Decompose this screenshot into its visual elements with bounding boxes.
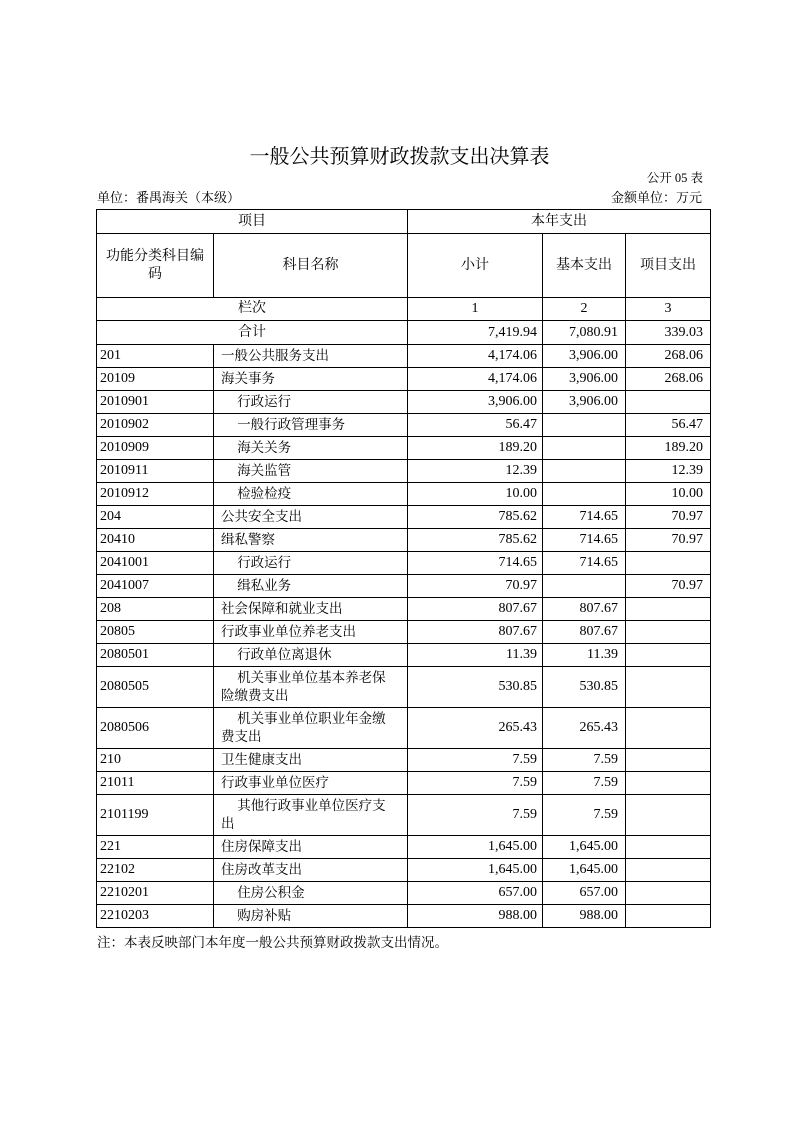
row-name bbox=[214, 368, 408, 391]
row-basic: 7.59 bbox=[543, 772, 626, 795]
row-basic: 1,645.00 bbox=[543, 836, 626, 859]
row-project bbox=[626, 391, 711, 414]
row-basic bbox=[543, 483, 626, 506]
row-code: 2041007 bbox=[97, 575, 214, 598]
row-project bbox=[626, 598, 711, 621]
row-name-text: 一般公共服务支出 bbox=[221, 348, 329, 363]
table-row bbox=[97, 598, 711, 621]
row-name bbox=[214, 795, 408, 836]
total-label: 合计 bbox=[97, 321, 408, 345]
row-name-text: 海关事务 bbox=[221, 371, 275, 386]
row-name-text: 缉私业务 bbox=[237, 578, 292, 593]
row-subtotal: 4,174.06 bbox=[408, 345, 543, 368]
header-code-text: 功能分类科目编码 bbox=[106, 248, 204, 282]
table-row bbox=[97, 368, 711, 391]
row-code: 2010912 bbox=[97, 483, 214, 506]
row-name-text: 其他行政事业单位医疗支出 bbox=[221, 798, 386, 831]
row-basic: 1,645.00 bbox=[543, 859, 626, 882]
header-project: 项目支出 bbox=[626, 234, 711, 298]
header-item: 项目 bbox=[97, 210, 408, 234]
table-row bbox=[97, 859, 711, 882]
row-name bbox=[214, 414, 408, 437]
row-project bbox=[626, 795, 711, 836]
row-code: 2210203 bbox=[97, 905, 214, 928]
row-project bbox=[626, 667, 711, 708]
row-code: 2010911 bbox=[97, 460, 214, 483]
table-row bbox=[97, 529, 711, 552]
row-name-text: 一般行政管理事务 bbox=[237, 417, 346, 432]
row-name-text: 行政运行 bbox=[237, 394, 292, 409]
row-basic: 714.65 bbox=[543, 529, 626, 552]
row-subtotal: 265.43 bbox=[408, 708, 543, 749]
row-code: 21011 bbox=[97, 772, 214, 795]
row-basic: 714.65 bbox=[543, 552, 626, 575]
table-row bbox=[97, 644, 711, 667]
row-name-text: 住房改革支出 bbox=[221, 862, 302, 877]
row-code: 2101199 bbox=[97, 795, 214, 836]
row-name bbox=[214, 905, 408, 928]
row-code: 2010902 bbox=[97, 414, 214, 437]
row-name bbox=[214, 483, 408, 506]
row-name-text: 缉私警察 bbox=[221, 532, 275, 547]
table-row bbox=[97, 552, 711, 575]
table-row bbox=[97, 345, 711, 368]
row-name bbox=[214, 391, 408, 414]
table-body bbox=[97, 298, 711, 928]
row-basic: 265.43 bbox=[543, 708, 626, 749]
row-name-text: 行政运行 bbox=[237, 555, 292, 570]
row-code: 210 bbox=[97, 749, 214, 772]
table-row bbox=[97, 708, 711, 749]
row-name bbox=[214, 708, 408, 749]
row-basic bbox=[543, 437, 626, 460]
row-code: 20410 bbox=[97, 529, 214, 552]
row-basic: 7.59 bbox=[543, 749, 626, 772]
row-code: 20805 bbox=[97, 621, 214, 644]
header-row-columns bbox=[97, 234, 711, 298]
total-row bbox=[97, 321, 711, 345]
row-subtotal: 988.00 bbox=[408, 905, 543, 928]
row-subtotal: 785.62 bbox=[408, 529, 543, 552]
row-name bbox=[214, 667, 408, 708]
row-subtotal: 4,174.06 bbox=[408, 368, 543, 391]
row-name bbox=[214, 529, 408, 552]
header-name: 科目名称 bbox=[214, 234, 408, 298]
row-name bbox=[214, 575, 408, 598]
row-basic: 7.59 bbox=[543, 795, 626, 836]
row-name-text: 住房公积金 bbox=[237, 885, 305, 900]
row-basic: 807.67 bbox=[543, 598, 626, 621]
row-code: 201 bbox=[97, 345, 214, 368]
table-row bbox=[97, 460, 711, 483]
row-name bbox=[214, 749, 408, 772]
row-subtotal: 10.00 bbox=[408, 483, 543, 506]
row-project: 10.00 bbox=[626, 483, 711, 506]
table-row bbox=[97, 905, 711, 928]
row-code: 221 bbox=[97, 836, 214, 859]
row-code: 2080505 bbox=[97, 667, 214, 708]
table-row bbox=[97, 391, 711, 414]
row-name-text: 行政事业单位医疗 bbox=[221, 775, 329, 790]
header-basic: 基本支出 bbox=[543, 234, 626, 298]
row-name bbox=[214, 506, 408, 529]
row-name-text: 购房补贴 bbox=[237, 908, 292, 923]
column-index-2: 2 bbox=[543, 298, 626, 321]
row-name bbox=[214, 859, 408, 882]
row-project: 268.06 bbox=[626, 368, 711, 391]
row-basic bbox=[543, 460, 626, 483]
table-row bbox=[97, 483, 711, 506]
total-subtotal: 7,419.94 bbox=[408, 321, 543, 345]
row-name-text: 行政单位离退休 bbox=[237, 647, 332, 662]
row-name bbox=[214, 644, 408, 667]
row-basic: 11.39 bbox=[543, 644, 626, 667]
row-basic: 3,906.00 bbox=[543, 345, 626, 368]
row-subtotal: 657.00 bbox=[408, 882, 543, 905]
row-project: 70.97 bbox=[626, 575, 711, 598]
header-current-year: 本年支出 bbox=[408, 210, 711, 234]
table-row bbox=[97, 882, 711, 905]
row-code: 2080506 bbox=[97, 708, 214, 749]
row-name-text: 检验检疫 bbox=[237, 486, 292, 501]
table-row bbox=[97, 414, 711, 437]
row-subtotal: 807.67 bbox=[408, 598, 543, 621]
row-basic bbox=[543, 414, 626, 437]
row-name-text: 社会保障和就业支出 bbox=[221, 601, 343, 616]
row-basic: 807.67 bbox=[543, 621, 626, 644]
row-code: 2210201 bbox=[97, 882, 214, 905]
row-name bbox=[214, 345, 408, 368]
table-row bbox=[97, 506, 711, 529]
row-name bbox=[214, 882, 408, 905]
row-subtotal: 70.97 bbox=[408, 575, 543, 598]
row-project: 268.06 bbox=[626, 345, 711, 368]
row-project bbox=[626, 552, 711, 575]
row-code: 208 bbox=[97, 598, 214, 621]
row-subtotal: 1,645.00 bbox=[408, 836, 543, 859]
row-name bbox=[214, 772, 408, 795]
table-row bbox=[97, 772, 711, 795]
row-name-text: 行政事业单位养老支出 bbox=[221, 624, 356, 639]
row-subtotal: 7.59 bbox=[408, 772, 543, 795]
table-note: 注：本表反映部门本年度一般公共预算财政拨款支出情况。 bbox=[97, 935, 448, 950]
row-code: 22102 bbox=[97, 859, 214, 882]
header-row-group bbox=[97, 210, 711, 234]
row-basic: 988.00 bbox=[543, 905, 626, 928]
table-row bbox=[97, 795, 711, 836]
row-project bbox=[626, 882, 711, 905]
row-code: 2010901 bbox=[97, 391, 214, 414]
row-code: 2041001 bbox=[97, 552, 214, 575]
row-name bbox=[214, 552, 408, 575]
row-name bbox=[214, 836, 408, 859]
row-project bbox=[626, 859, 711, 882]
header-code bbox=[97, 234, 214, 298]
table-row bbox=[97, 621, 711, 644]
row-subtotal: 807.67 bbox=[408, 621, 543, 644]
row-project bbox=[626, 621, 711, 644]
row-code: 2080501 bbox=[97, 644, 214, 667]
row-subtotal: 714.65 bbox=[408, 552, 543, 575]
row-basic: 3,906.00 bbox=[543, 391, 626, 414]
amount-unit: 金额单位：万元 bbox=[610, 190, 702, 205]
row-subtotal: 11.39 bbox=[408, 644, 543, 667]
row-basic bbox=[543, 575, 626, 598]
table-row bbox=[97, 575, 711, 598]
row-subtotal: 7.59 bbox=[408, 749, 543, 772]
column-index-3: 3 bbox=[626, 298, 711, 321]
row-subtotal: 530.85 bbox=[408, 667, 543, 708]
row-code: 20109 bbox=[97, 368, 214, 391]
total-project: 339.03 bbox=[626, 321, 711, 345]
column-index-row bbox=[97, 298, 711, 321]
reporting-unit: 单位：番禺海关（本级） bbox=[97, 190, 241, 205]
row-project bbox=[626, 749, 711, 772]
row-name bbox=[214, 437, 408, 460]
row-basic: 714.65 bbox=[543, 506, 626, 529]
row-subtotal: 785.62 bbox=[408, 506, 543, 529]
row-project: 70.97 bbox=[626, 529, 711, 552]
row-project bbox=[626, 644, 711, 667]
row-code: 204 bbox=[97, 506, 214, 529]
row-subtotal: 189.20 bbox=[408, 437, 543, 460]
column-index-1: 1 bbox=[408, 298, 543, 321]
row-project: 189.20 bbox=[626, 437, 711, 460]
row-name bbox=[214, 598, 408, 621]
row-project: 12.39 bbox=[626, 460, 711, 483]
row-basic: 657.00 bbox=[543, 882, 626, 905]
budget-table bbox=[96, 209, 711, 928]
row-name-text: 机关事业单位职业年金缴费支出 bbox=[221, 711, 386, 744]
row-project bbox=[626, 772, 711, 795]
row-subtotal: 12.39 bbox=[408, 460, 543, 483]
row-basic: 530.85 bbox=[543, 667, 626, 708]
row-subtotal: 56.47 bbox=[408, 414, 543, 437]
page-title: 一般公共预算财政拨款支出决算表 bbox=[249, 146, 550, 168]
row-name-text: 住房保障支出 bbox=[221, 839, 302, 854]
row-project: 56.47 bbox=[626, 414, 711, 437]
row-subtotal: 7.59 bbox=[408, 795, 543, 836]
row-name-text: 卫生健康支出 bbox=[221, 752, 302, 767]
row-basic: 3,906.00 bbox=[543, 368, 626, 391]
row-subtotal: 3,906.00 bbox=[408, 391, 543, 414]
total-basic: 7,080.91 bbox=[543, 321, 626, 345]
row-name bbox=[214, 621, 408, 644]
table-row bbox=[97, 667, 711, 708]
row-name-text: 海关关务 bbox=[237, 440, 292, 455]
row-project bbox=[626, 708, 711, 749]
header-subtotal: 小计 bbox=[408, 234, 543, 298]
table-header bbox=[97, 210, 711, 298]
row-project bbox=[626, 905, 711, 928]
row-project bbox=[626, 836, 711, 859]
row-name-text: 公共安全支出 bbox=[221, 509, 302, 524]
form-number: 公开 05 表 bbox=[646, 171, 703, 185]
table-row bbox=[97, 749, 711, 772]
table-row bbox=[97, 836, 711, 859]
row-project: 70.97 bbox=[626, 506, 711, 529]
column-index-label: 栏次 bbox=[97, 298, 408, 321]
table-row bbox=[97, 437, 711, 460]
row-subtotal: 1,645.00 bbox=[408, 859, 543, 882]
row-code: 2010909 bbox=[97, 437, 214, 460]
row-name-text: 海关监管 bbox=[237, 463, 292, 478]
row-name-text: 机关事业单位基本养老保险缴费支出 bbox=[221, 670, 386, 703]
row-name bbox=[214, 460, 408, 483]
